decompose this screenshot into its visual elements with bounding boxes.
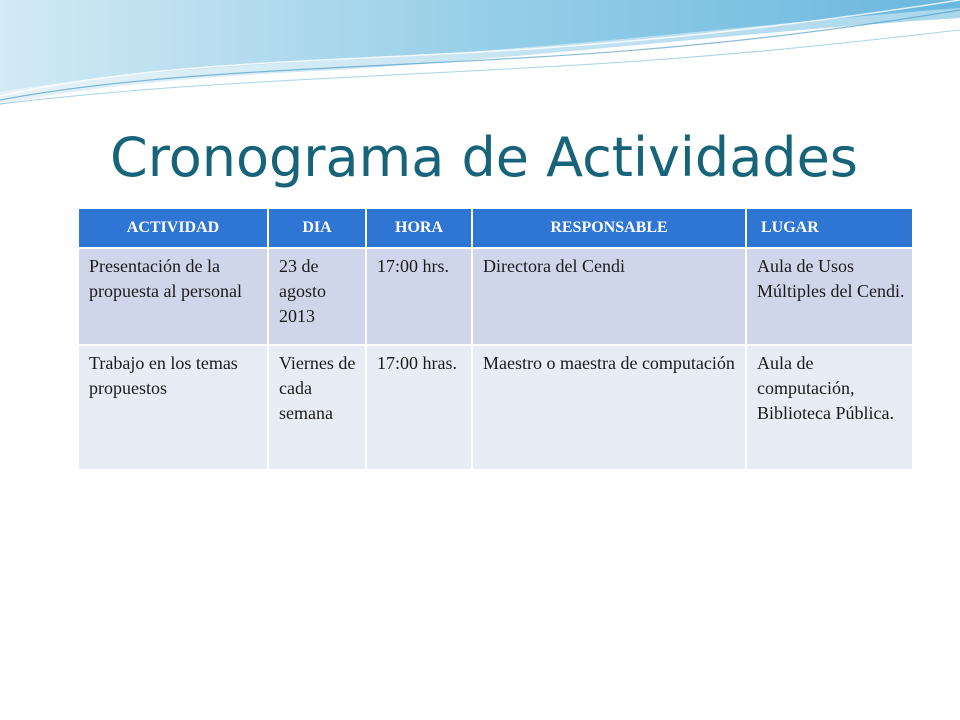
- cell-responsable: Maestro o maestra de computación: [472, 345, 746, 470]
- table-row: [79, 345, 912, 470]
- cell-actividad: Trabajo en los temas propuestos: [79, 345, 268, 470]
- cell-dia: Viernes de cada semana: [268, 345, 366, 470]
- table-header-row: [79, 209, 912, 248]
- wave-decoration: [0, 0, 960, 130]
- column-header-lugar: LUGAR: [746, 209, 912, 248]
- cell-actividad: Presentación de la propuesta al personal: [79, 248, 268, 345]
- column-header-responsable: RESPONSABLE: [472, 209, 746, 248]
- cell-lugar: Aula de Usos Múltiples del Cendi.: [746, 248, 912, 345]
- column-header-hora: HORA: [366, 209, 472, 248]
- cell-lugar: Aula de computación, Biblioteca Pública.: [746, 345, 912, 470]
- column-header-actividad: ACTIVIDAD: [79, 209, 268, 248]
- cell-hora: 17:00 hras.: [366, 345, 472, 470]
- column-header-dia: DIA: [268, 209, 366, 248]
- schedule-table: [79, 209, 912, 471]
- cell-hora: 17:00 hrs.: [366, 248, 472, 345]
- page-title: Cronograma de Actividades: [110, 126, 858, 189]
- cell-responsable: Directora del Cendi: [472, 248, 746, 345]
- cell-dia: 23 de agosto 2013: [268, 248, 366, 345]
- table-row: [79, 248, 912, 345]
